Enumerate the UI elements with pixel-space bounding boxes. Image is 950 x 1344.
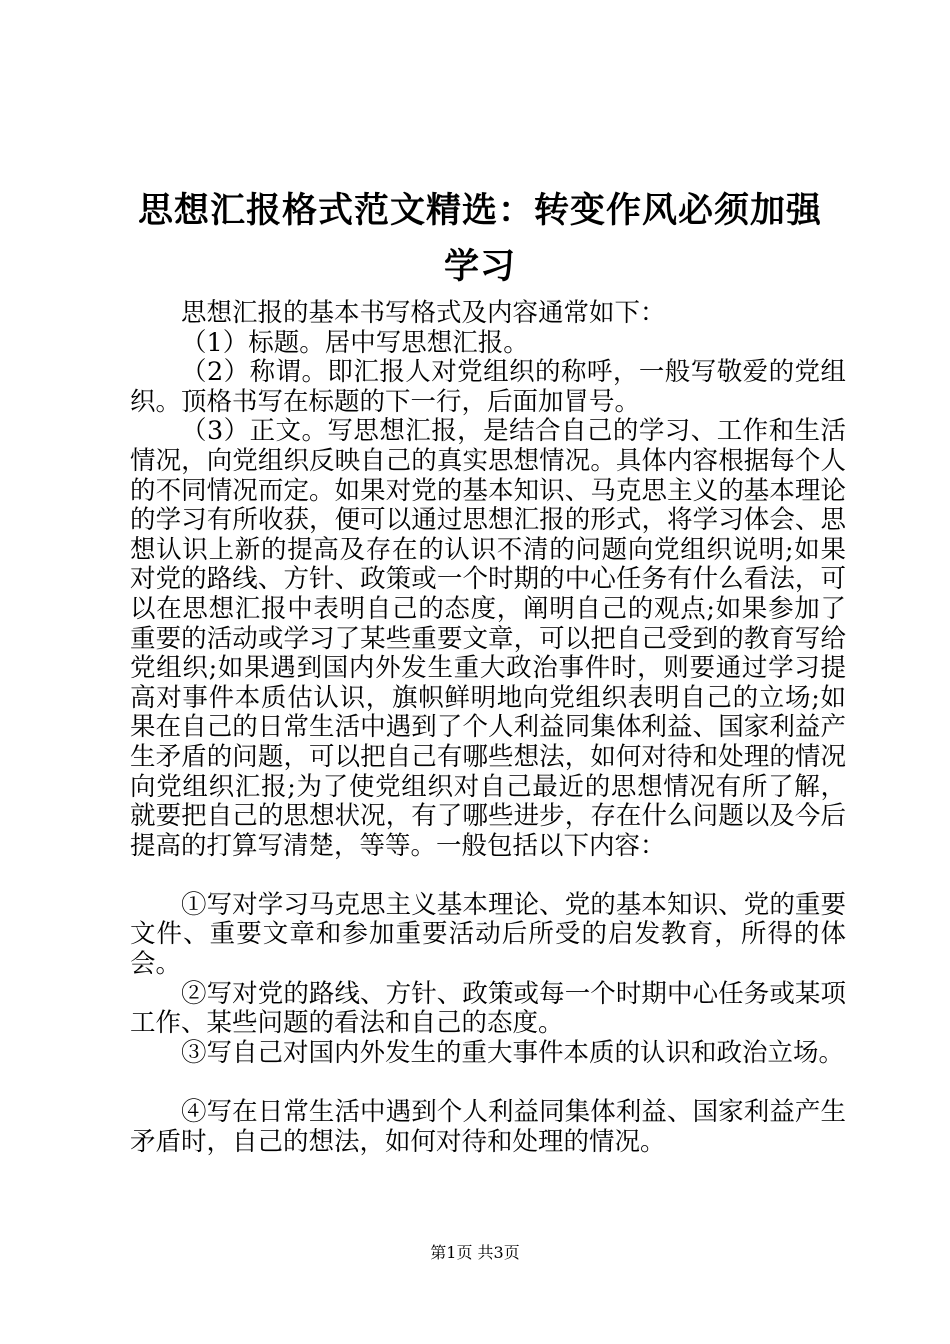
paragraph-intro: 思想汇报的基本书写格式及内容通常如下： (181, 298, 666, 328)
paragraph-body-rule: （3）正文。写思想汇报，是结合自己的学习、工作和生活情况，向党组织反映自己的真实思想情况。具体内容根据每个人的不同情况而定。如果对党的基本知识、马克思主义的基本理论的学习有所收获，便可以通过思想汇报的形式，将学习体会、思想认识上新的提高及存在的认识不清的问题向党组织说明;如果对党的路线、方针、政策或一个时期的中心任务有什么看法，可以在思想汇报中表明自己的态度，阐明自己的观点;如果参加了重要的活动或学习了某些重要文章，可以把自己受到的教育写给党组织;如果遇到国内外发生重大政治事件时，则要通过学习提高对事件本质估认识，旗帜鲜明地向党组织表明自己的立场;如果在自己的日常生活中遇到了个人利益同集体利益、国家利益产生矛盾的问题，可以把自己有哪些想法，如何对待和处理的情况向党组织汇报;为了使党组织对自己最近的思想情况有所了解，就要把自己的思想状况，有了哪些进步，存在什么问题以及今后提高的打算写清楚，等等。一般包括以下内容： (130, 416, 846, 861)
paragraph-salutation-rule: （2）称谓。即汇报人对党组织的称呼，一般写敬爱的党组织。顶格书写在标题的下一行，后面加冒号。 (130, 357, 846, 417)
paragraph-title-rule: （1）标题。居中写思想汇报。 (181, 327, 529, 358)
document-title: 思想汇报格式范文精选：转变作风必须加强学习 (137, 190, 822, 287)
list-item-2: ②写对党的路线、方针、政策或每一个时期中心任务或某项工作、某些问题的看法和自己的态度。 (130, 978, 846, 1039)
list-item-3: ③写自己对国内外发生的重大事件本质的认识和政治立场。 (181, 1037, 845, 1068)
list-item-4: ④写在日常生活中遇到个人利益同集体利益、国家利益产生矛盾时，自己的想法，如何对待和处理的情况。 (130, 1097, 846, 1157)
page-indicator: 第1页 共3页 (430, 1243, 520, 1262)
page-footer (0, 1243, 950, 1263)
document-body (130, 299, 846, 1157)
list-item-1: ①写对学习马克思主义基本理论、党的基本知识、党的重要文件、重要文章和参加重要活动后所受的启发教育，所得的体会。 (130, 889, 846, 980)
